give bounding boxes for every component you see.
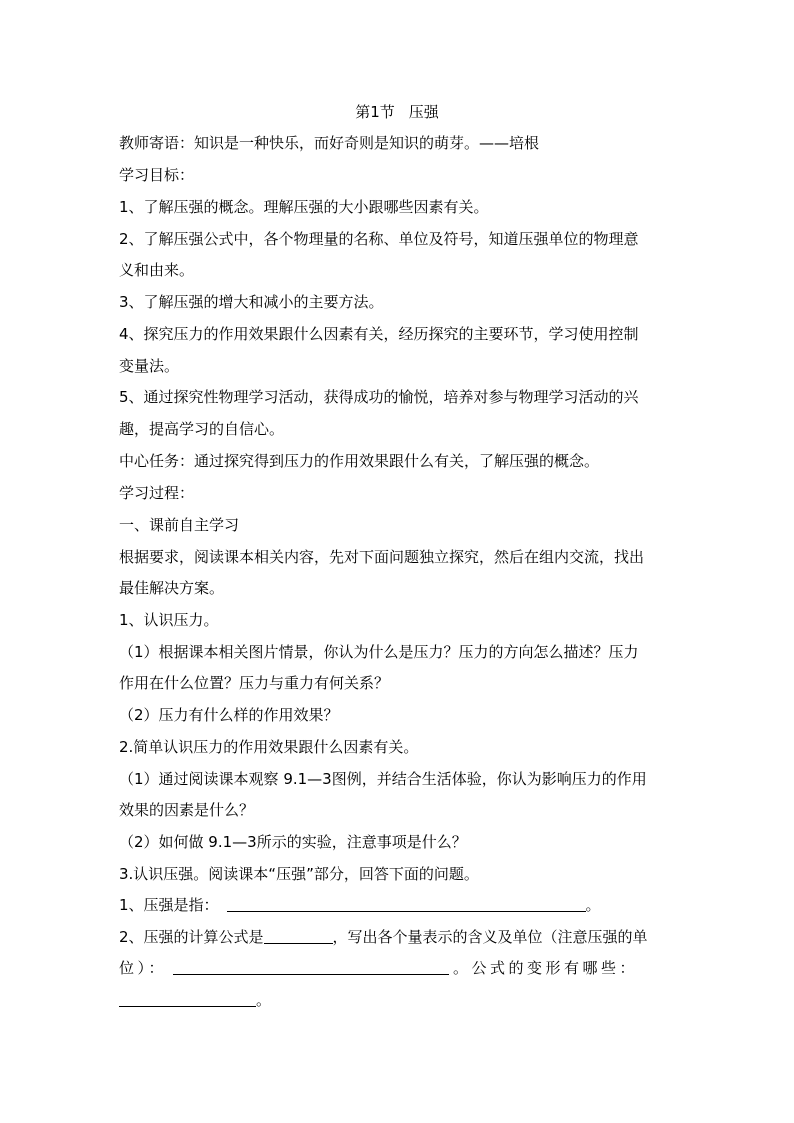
fill-3-middle: 。公式的变形有哪些： xyxy=(453,959,639,977)
question-1-1-line-1: （1）根据课本相关图片情景，你认为什么是压力？压力的方向怎么描述？压力 xyxy=(119,643,639,661)
question-1-2: （2）压力有什么样的作用效果？ xyxy=(119,706,339,724)
objective-4-line-1: 4、探究压力的作用效果跟什么因素有关，经历探究的主要环节，学习使用控制 xyxy=(119,325,639,343)
objective-2-line-1: 2、了解压强公式中，各个物理量的名称、单位及符号，知道压强单位的物理意 xyxy=(119,230,639,248)
answer-blank-pressure-definition[interactable] xyxy=(227,894,586,912)
objective-2-line-2: 义和由来。 xyxy=(119,261,195,279)
fill-4-suffix: 。 xyxy=(256,991,272,1009)
objective-4-line-2: 变量法。 xyxy=(119,357,180,375)
objective-5-line-1: 5、通过探究性物理学习活动，获得成功的愉悦，培养对参与物理学习活动的兴 xyxy=(119,388,639,406)
fill-3-prefix: 位）： xyxy=(119,959,168,977)
question-2-1-line-2: 效果的因素是什么？ xyxy=(119,801,255,819)
objective-1: 1、了解压强的概念。理解压强的大小跟哪些因素有关。 xyxy=(119,198,489,216)
central-task: 中心任务：通过探究得到压力的作用效果跟什么有关，了解压强的概念。 xyxy=(119,452,600,470)
answer-blank-units[interactable] xyxy=(173,957,449,975)
fill-2-prefix: 2、压强的计算公式是 xyxy=(119,928,264,946)
section-heading-process: 学习过程： xyxy=(119,484,195,502)
question-2-1-line-1: （1）通过阅读课本观察 9.1—3图例，并结合生活体验，你认为影响压力的作用 xyxy=(119,770,647,788)
answer-blank-formula-variants[interactable] xyxy=(119,989,256,1007)
section-heading-objectives: 学习目标： xyxy=(119,166,195,184)
fill-1-suffix: 。 xyxy=(585,896,601,914)
title-section: 第1节 xyxy=(355,103,395,121)
instruction-line-2: 最佳解决方案。 xyxy=(119,579,225,597)
objective-5-line-2: 趣，提高学习的自信心。 xyxy=(119,420,285,438)
answer-blank-pressure-formula[interactable] xyxy=(264,926,333,944)
question-2-2: （2）如何做 9.1—3所示的实验，注意事项是什么？ xyxy=(119,833,467,851)
fill-2-middle: ，写出各个量表示的含义及单位（注意压强的单 xyxy=(332,928,648,946)
question-1-1-line-2: 作用在什么位置？压力与重力有何关系？ xyxy=(119,674,390,692)
objective-3: 3、了解压强的增大和减小的主要方法。 xyxy=(119,293,384,311)
fill-1-prefix: 1、压强是指： xyxy=(119,896,219,914)
section-heading-self-study: 一、课前自主学习 xyxy=(119,516,240,534)
fill-in-formula-variants xyxy=(119,988,679,1012)
fill-in-pressure-definition xyxy=(119,893,679,917)
fill-in-units xyxy=(119,956,679,980)
item-3-heading: 3.认识压强。阅读课本“压强”部分，回答下面的问题。 xyxy=(119,865,479,883)
teacher-quote: 教师寄语：知识是一种快乐，而好奇则是知识的萌芽。——培根 xyxy=(119,134,540,152)
item-2-heading: 2.简单认识压力的作用效果跟什么因素有关。 xyxy=(119,738,419,756)
item-1-heading: 1、认识压力。 xyxy=(119,611,219,629)
instruction-line-1: 根据要求，阅读课本相关内容，先对下面问题独立探究，然后在组内交流，找出 xyxy=(119,548,645,566)
page-title xyxy=(0,100,794,124)
title-topic: 压强 xyxy=(408,103,439,121)
fill-in-pressure-formula xyxy=(119,925,679,949)
